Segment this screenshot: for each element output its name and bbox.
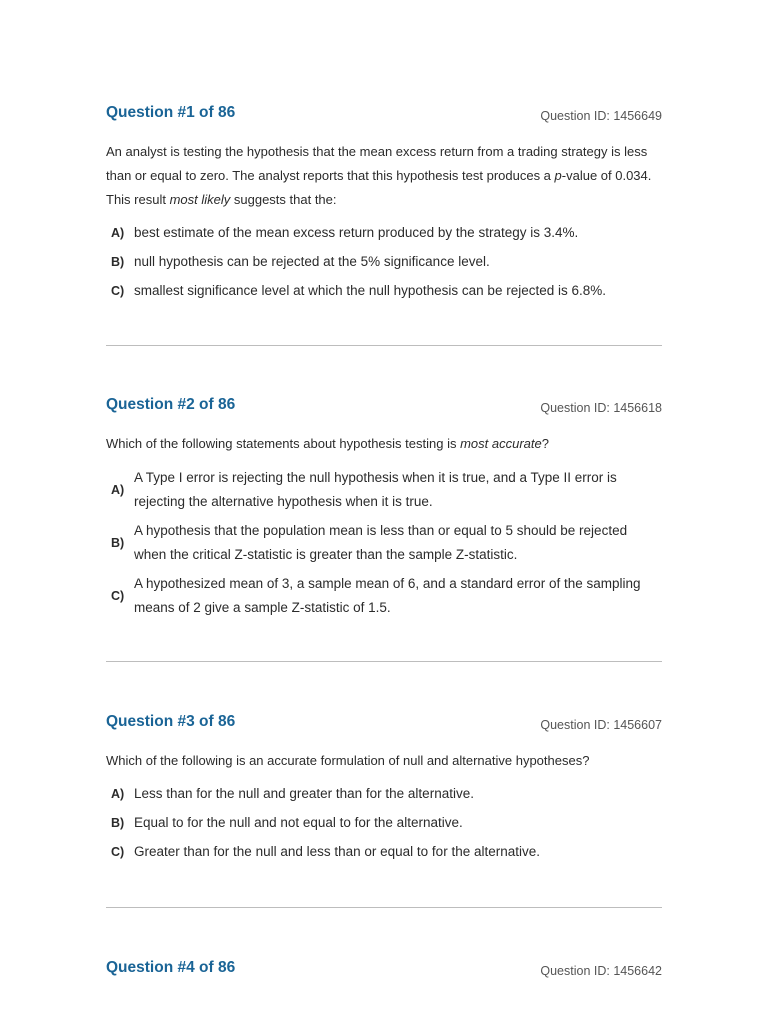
stem-text: -value of 0.034. This result <box>106 168 652 207</box>
question-title: Question #3 of 86 <box>106 713 236 730</box>
answer-options <box>106 782 662 864</box>
question-title: Question #1 of 86 <box>106 104 236 121</box>
question-header <box>106 713 662 739</box>
answer-option-a[interactable] <box>106 466 662 514</box>
option-letter: B) <box>111 255 125 269</box>
answer-option-a[interactable] <box>106 782 662 806</box>
answer-option-c[interactable] <box>106 572 662 620</box>
option-text: best estimate of the mean excess return produced by the strategy is 3.4%. <box>134 225 579 240</box>
option-text: null hypothesis can be rejected at the 5% significance level. <box>134 254 490 269</box>
question-2 <box>106 396 662 620</box>
question-id: Question ID: 1456649 <box>540 109 662 123</box>
question-divider <box>106 345 662 346</box>
answer-options <box>106 466 662 620</box>
option-letter: A) <box>111 483 125 497</box>
answer-options <box>106 221 662 303</box>
option-text: Greater than for the null and less than or equal to for the alternative. <box>134 844 540 859</box>
question-3 <box>106 713 662 864</box>
stem-text: An analyst is testing the hypothesis that the mean excess return from a trading strategy is less than or equal to zero. The analyst reports that this hypothesis test produces a <box>106 144 648 183</box>
stem-text: Which of the following statements about hypothesis testing is <box>106 436 461 451</box>
answer-option-c[interactable] <box>106 279 662 303</box>
option-letter: A) <box>111 226 125 240</box>
option-text: A Type I error is rejecting the null hypothesis when it is true, and a Type II error is rejecting the alternative hypothesis when it is true. <box>134 470 617 509</box>
stem-emphasis: most likely <box>169 192 231 207</box>
answer-option-c[interactable] <box>106 840 662 864</box>
question-4 <box>106 959 662 985</box>
option-letter: B) <box>111 536 125 550</box>
option-letter: C) <box>111 845 125 859</box>
option-letter: C) <box>111 284 125 298</box>
answer-option-b[interactable] <box>106 250 662 274</box>
option-letter: C) <box>111 589 125 603</box>
question-header <box>106 104 662 130</box>
answer-option-b[interactable] <box>106 811 662 835</box>
option-text: A hypothesis that the population mean is less than or equal to 5 should be rejected when the critical Z-statistic is greater than the sample Z-statistic. <box>134 523 628 562</box>
question-header <box>106 959 662 985</box>
option-text: Equal to for the null and not equal to for the alternative. <box>134 815 463 830</box>
question-stem: Which of the following is an accurate formulation of null and alternative hypotheses? <box>106 753 590 768</box>
question-id: Question ID: 1456607 <box>540 718 662 732</box>
question-title: Question #4 of 86 <box>106 959 236 976</box>
question-divider <box>106 661 662 662</box>
stem-emphasis: most accurate <box>460 436 542 451</box>
question-id: Question ID: 1456618 <box>540 401 662 415</box>
question-header <box>106 396 662 422</box>
question-1 <box>106 104 662 303</box>
option-text: smallest significance level at which the null hypothesis can be rejected is 6.8%. <box>134 283 606 298</box>
question-divider <box>106 907 662 908</box>
question-stem <box>106 432 662 456</box>
question-title: Question #2 of 86 <box>106 396 236 413</box>
option-letter: B) <box>111 816 125 830</box>
option-text: A hypothesized mean of 3, a sample mean of 6, and a standard error of the sampling means of 2 give a sample Z-statistic of 1.5. <box>134 576 641 615</box>
stem-text: ? <box>541 436 549 451</box>
option-text: Less than for the null and greater than for the alternative. <box>134 786 474 801</box>
stem-italic-p: p <box>554 168 562 183</box>
question-stem <box>106 140 662 212</box>
answer-option-a[interactable] <box>106 221 662 245</box>
question-id: Question ID: 1456642 <box>540 964 662 978</box>
answer-option-b[interactable] <box>106 519 662 567</box>
stem-text: suggests that the: <box>230 192 337 207</box>
option-letter: A) <box>111 787 125 801</box>
